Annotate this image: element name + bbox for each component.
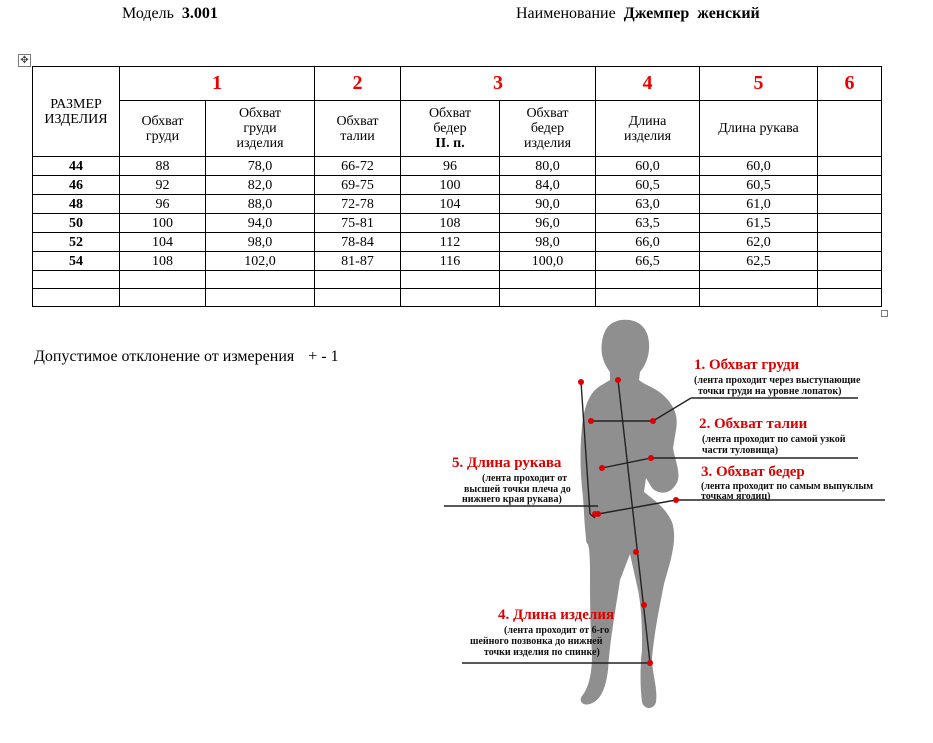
blank-cell [206,271,315,289]
table-cell: 96 [120,195,206,214]
blank-cell [818,271,882,289]
column-header-line: Длина рукава [718,121,799,136]
table-cell: 80,0 [500,157,596,176]
blank-row [33,289,882,307]
table-cell: 116 [401,252,500,271]
label-waist [699,416,846,456]
blank-cell [596,271,700,289]
table-cell: 66,0 [596,233,700,252]
table-cell: 94,0 [206,214,315,233]
waist-title: 2. Обхват талии [699,416,808,432]
table-cell: 98,0 [500,233,596,252]
table-cell [818,157,882,176]
group-number-3: 3 [401,67,596,101]
sleeve-title: 5. Длина рукава [452,455,562,471]
blank-cell [700,289,818,307]
table-resize-handle[interactable] [881,310,888,317]
group-number-4: 4 [596,67,700,101]
label-sleeve [452,455,571,505]
table-cell: 88,0 [206,195,315,214]
table-cell: 63,5 [596,214,700,233]
table-cell: 112 [401,233,500,252]
length-note: (лента проходит от 6-го [504,625,610,636]
waist-note: (лента проходит по самой узкой [702,434,846,445]
table-cell: 66,5 [596,252,700,271]
table-row [33,233,882,252]
table-cell: 62,5 [700,252,818,271]
label-hips [701,464,873,502]
column-header-line: изделия [236,136,284,151]
column-header [401,101,500,157]
table-row [33,252,882,271]
group-number-1: 1 [120,67,315,101]
table-cell: 98,0 [206,233,315,252]
column-header-line: груди [145,128,180,144]
group-number-5: 5 [700,67,818,101]
column-header [206,101,315,157]
column-header [818,101,882,157]
blank-cell [818,289,882,307]
table-cell: 90,0 [500,195,596,214]
name-label: Наименование [516,5,616,22]
table-cell: 108 [401,214,500,233]
group-number-6: 6 [818,67,882,101]
column-header-line: бедер [433,121,467,136]
table-cell: 61,5 [700,214,818,233]
size-cell: 52 [33,233,120,252]
blank-cell [33,289,120,307]
blank-cell [500,271,596,289]
table-cell: 96 [401,157,500,176]
sleeve-note: нижнего края рукава) [462,494,562,505]
blank-cell [401,289,500,307]
table-cell: 108 [120,252,206,271]
column-header-line: Обхват [141,113,184,129]
column-header-line: изделия [623,128,672,144]
tolerance-value: + - 1 [308,348,339,365]
table-cell: 63,0 [596,195,700,214]
blank-cell [700,271,818,289]
table-cell: 100,0 [500,252,596,271]
size-cell: 50 [33,214,120,233]
table-cell: 61,0 [700,195,818,214]
table-cell: 82,0 [206,176,315,195]
table-move-handle-icon[interactable]: ✥ [18,54,31,67]
name-value: Джемпер женский [623,5,760,22]
hips-title: 3. Обхват бедер [701,464,805,480]
table-cell [818,176,882,195]
size-cell: 46 [33,176,120,195]
blank-cell [120,289,206,307]
table-cell: 66-72 [315,157,401,176]
table-cell: 60,0 [596,157,700,176]
label-chest [694,357,861,397]
model-header [122,5,218,23]
column-header-line: изделия [523,136,572,151]
table-cell: 75-81 [315,214,401,233]
blank-cell [315,271,401,289]
table-cell: 88 [120,157,206,176]
table-cell: 104 [120,233,206,252]
blank-cell [500,289,596,307]
sleeve-note: (лента проходит от [482,473,568,484]
blank-cell [596,289,700,307]
table-cell: 84,0 [500,176,596,195]
size-cell: 44 [33,157,120,176]
length-note: точки изделия по спинке) [484,647,600,658]
column-header-line: груди [243,121,277,136]
waist-note: части туловища) [702,445,779,456]
table-cell: 96,0 [500,214,596,233]
group-number-2: 2 [315,67,401,101]
column-header-line: Длина [628,113,667,129]
tolerance-note [34,348,339,366]
column-header-line: Обхват [526,106,569,121]
table-cell [818,233,882,252]
table-row [33,176,882,195]
table-row [33,157,882,176]
table-cell: 92 [120,176,206,195]
chest-title: 1. Обхват груди [694,357,800,373]
table-cell: 78-84 [315,233,401,252]
column-header [596,101,700,157]
table-cell: 104 [401,195,500,214]
table-row [33,214,882,233]
model-label: Модель [122,5,174,22]
column-header [315,101,401,157]
column-header-line: Обхват [428,106,472,121]
column-header [500,101,596,157]
size-header-line: ИЗДЕЛИЯ [44,111,108,127]
sleeve-note: высшей точки плеча до [464,484,571,495]
model-value: 3.001 [181,5,218,22]
column-header-line: Обхват [336,113,379,129]
product-name-header [516,5,760,23]
column-header-line: II. п. [435,136,465,151]
table-cell: 60,5 [700,176,818,195]
table-cell: 72-78 [315,195,401,214]
table-cell: 102,0 [206,252,315,271]
length-title: 4. Длина изделия [498,607,615,623]
hips-note: точкам ягодиц) [701,491,771,502]
size-table [32,66,882,307]
length-note: шейного позвонка до нижней [470,636,603,647]
column-header-line: бедер [530,121,565,136]
blank-cell [120,271,206,289]
table-cell [818,252,882,271]
column-header-line: талии [340,128,375,144]
table-cell: 60,5 [596,176,700,195]
table-cell: 100 [120,214,206,233]
chest-note: (лента проходит через выступающие [694,375,861,386]
table-cell: 81-87 [315,252,401,271]
table-cell: 62,0 [700,233,818,252]
measurement-figure [440,318,885,718]
tolerance-text: Допустимое отклонение от измерения [34,348,295,365]
blank-row [33,271,882,289]
column-header [120,101,206,157]
column-header [700,101,818,157]
size-cell: 54 [33,252,120,271]
blank-cell [315,289,401,307]
column-header-line: Обхват [238,106,282,121]
size-header-line: РАЗМЕР [50,96,102,112]
blank-cell [401,271,500,289]
chest-note: точки груди на уровне лопаток) [698,386,842,397]
table-cell: 78,0 [206,157,315,176]
table-cell: 100 [401,176,500,195]
blank-cell [33,271,120,289]
blank-cell [206,289,315,307]
table-row [33,195,882,214]
hips-note: (лента проходит по самым выпуклым [701,481,874,492]
table-cell [818,214,882,233]
table-cell: 69-75 [315,176,401,195]
size-cell: 48 [33,195,120,214]
table-cell: 60,0 [700,157,818,176]
label-length [470,607,614,658]
table-cell [818,195,882,214]
size-column-header [33,67,120,157]
